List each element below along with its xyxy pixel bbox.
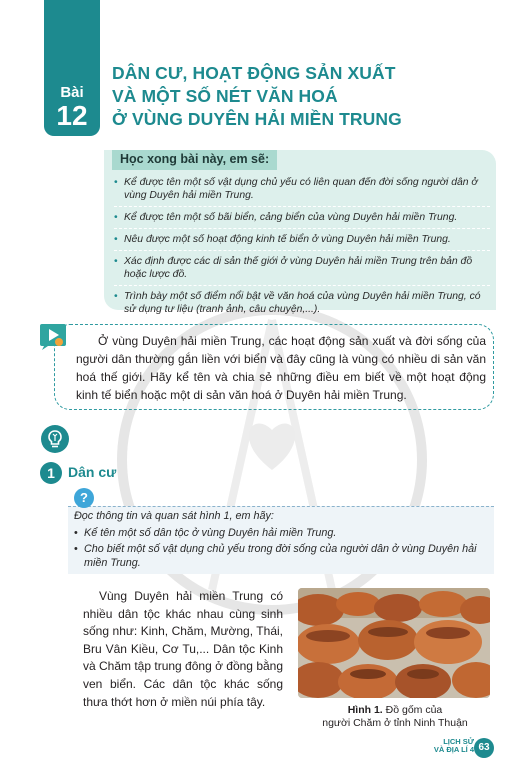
figure-label: Hình 1. — [347, 704, 383, 716]
lesson-title — [112, 62, 442, 131]
question-icon: ? — [74, 488, 94, 508]
lightbulb-icon — [40, 424, 70, 454]
question-item: • Cho biết một số vật dụng chủ yếu trong đời sống của người dân ở vùng Duyên hải miền Trung. — [74, 542, 490, 570]
figure-caption-text: Đồ gốm của — [382, 704, 443, 716]
objective-item: • Nêu được một số hoạt động kinh tế biển ở vùng Duyên hải miền Trung. — [114, 233, 490, 251]
subject-label — [426, 738, 474, 754]
objectives-list — [114, 176, 490, 324]
body-paragraph: Vùng Duyên hải miền Trung có nhiều dân tộc khác nhau cùng sinh sống như: Kinh, Chăm, Mường, Thái, Bru Vân Kiều, Cơ Tu,... Dân tộc Kinh và Chăm tập trung đông ở đồng bằng ven biển. Các dân tộc khác sống thưa thớt hơn ở miền núi phía tây. — [83, 589, 284, 709]
lesson-number: 12 — [56, 100, 88, 131]
section-title: Dân cư — [68, 464, 117, 480]
subject-line2: VÀ ĐỊA LÍ 4 — [433, 745, 474, 754]
objective-item: • Kể được tên một số bãi biển, cảng biển của vùng Duyên hải miền Trung. — [114, 211, 490, 229]
pottery-photo — [298, 588, 490, 698]
question-intro: Đọc thông tin và quan sát hình 1, em hãy: — [74, 510, 274, 522]
page-number: 63 — [474, 738, 494, 758]
title-line: Ở VÙNG DUYÊN HẢI MIỀN TRUNG — [112, 109, 402, 129]
lesson-banner — [44, 0, 100, 80]
figure-caption-line2: người Chăm ở tỉnh Ninh Thuận — [322, 717, 468, 729]
subject-line1: LỊCH SỬ — [443, 737, 474, 746]
objectives-heading: Học xong bài này, em sẽ: — [112, 150, 277, 170]
question-item: • Kể tên một số dân tộc ở vùng Duyên hải miền Trung. — [74, 526, 490, 540]
section-number: 1 — [40, 462, 62, 484]
objective-item: • Kể được tên một số vật dụng chủ yếu có liên quan đến đời sống người dân ở vùng Duyên hải miền Trung. — [114, 176, 490, 207]
intro-text: Ở vùng Duyên hải miền Trung, các hoạt động sản xuất và đời sống của người dân thường gắn liền với biển và đây cũng là vùng có nhiều di sản văn hoá thế giới. Hãy kể tên và chia sẻ những điều em biết về một hoạt động kinh tế biển hoặc một di sản văn hoá ở Duyên hải miền Trung. — [76, 334, 486, 402]
lesson-badge — [44, 80, 100, 136]
play-icon — [38, 322, 68, 352]
title-line: VÀ MỘT SỐ NÉT VĂN HOÁ — [112, 86, 338, 106]
title-line: DÂN CƯ, HOẠT ĐỘNG SẢN XUẤT — [112, 63, 396, 83]
objective-item: • Trình bày một số điểm nổi bật về văn hoá của vùng Duyên hải miền Trung, có sử dụng tư liệu (tranh ảnh, câu chuyện,...). — [114, 290, 490, 320]
objective-item: • Xác định được các di sản thế giới ở vùng Duyên hải miền Trung trên bản đồ hoặc lược đồ. — [114, 255, 490, 286]
figure-caption — [300, 704, 490, 730]
lesson-word: Bài — [60, 84, 84, 101]
question-list — [74, 526, 490, 572]
